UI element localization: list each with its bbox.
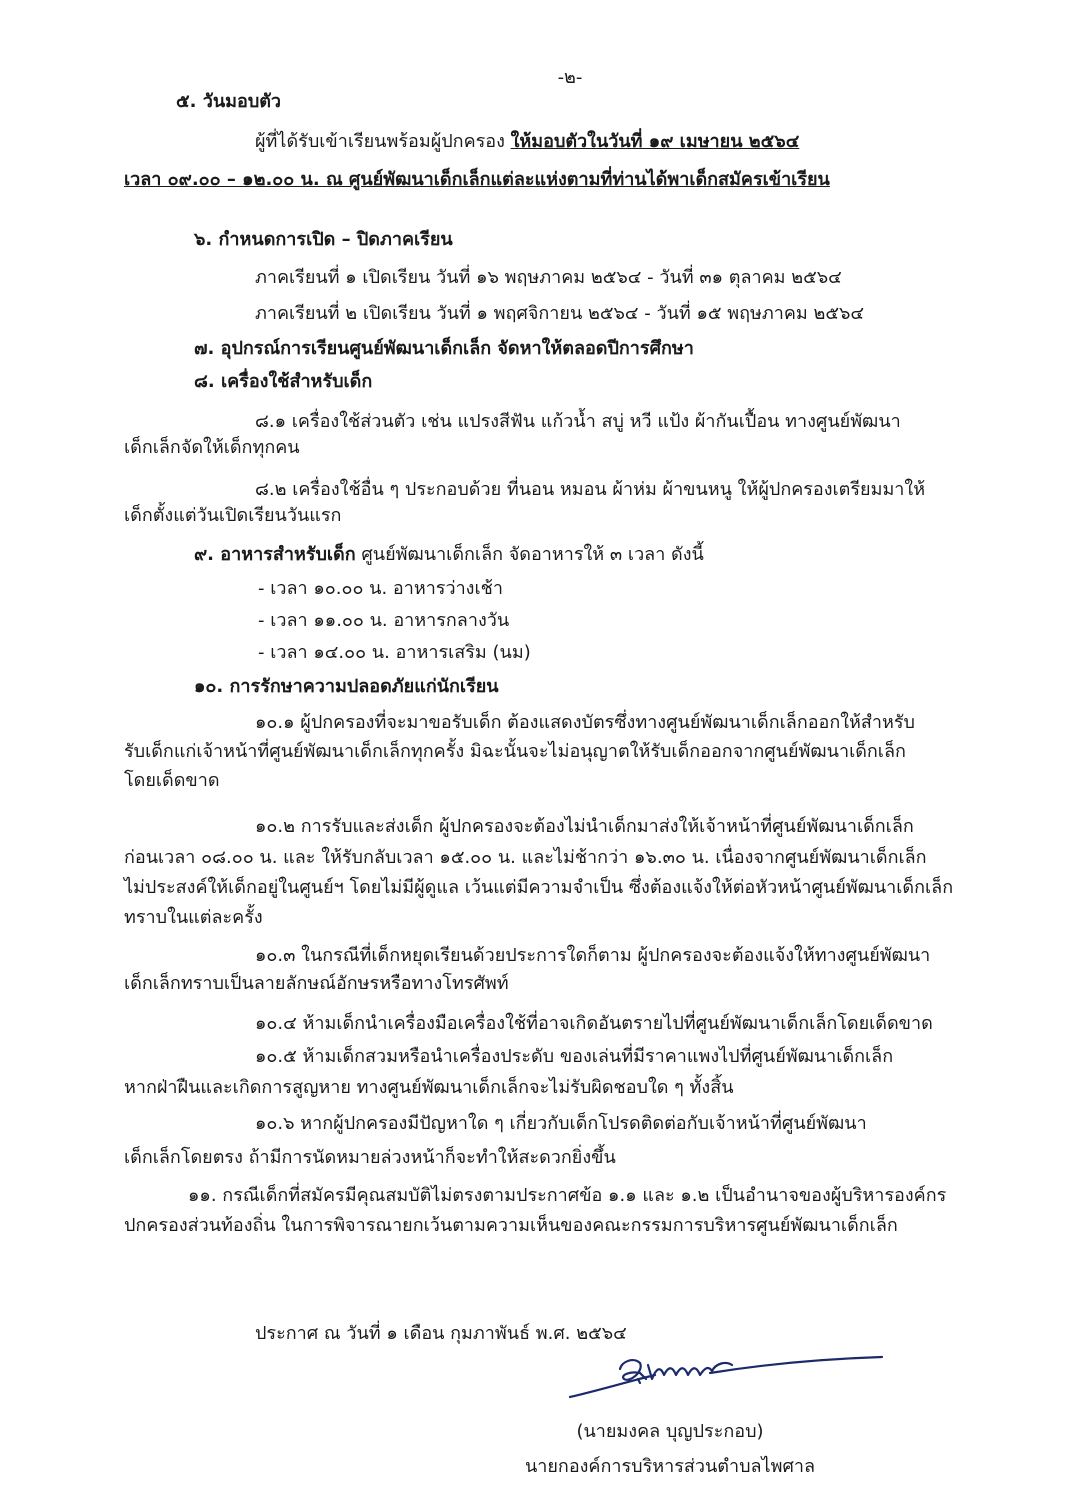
- section-10-2-line: ทราบในแต่ละครั้ง: [124, 907, 263, 928]
- section-10-2-line: ไม่ประสงค์ให้เด็กอยู่ในศูนย์ฯ โดยไม่มีผู้ดูแล เว้นแต่มีความจำเป็น ซึ่งต้องแจ้งให้ต่อหัวหน้าศูนย์พัฒนาเด็กเล็ก: [124, 877, 954, 898]
- section-5-line-1-text: ผู้ที่ได้รับเข้าเรียนพร้อมผู้ปกครอง: [255, 131, 511, 152]
- section-8-1-line-2: เด็กเล็กจัดให้เด็กทุกคน: [124, 437, 300, 458]
- page-number: -๒-: [557, 67, 583, 88]
- section-7-heading: ๗. อุปกรณ์การเรียนศูนย์พัฒนาเด็กเล็ก จัดหาให้ตลอดปีการศึกษา: [194, 338, 694, 359]
- section-10-1-line: โดยเด็ดขาด: [124, 770, 220, 791]
- section-8-heading: ๘. เครื่องใช้สำหรับเด็ก: [194, 371, 373, 392]
- signer-title: นายกองค์การบริหารส่วนตำบลไพศาล: [524, 1456, 816, 1477]
- signature-image: [560, 1335, 890, 1405]
- section-10-1-line: รับเด็กแก่เจ้าหน้าที่ศูนย์พัฒนาเด็กเล็กทุกครั้ง มิฉะนั้นจะไม่อนุญาตให้รับเด็กออกจากศูนย์พัฒนาเด็กเล็ก: [124, 741, 906, 762]
- announcement-date: ประกาศ ณ วันที่ ๑ เดือน กุมภาพันธ์ พ.ศ. ๒๕๖๔: [255, 1323, 627, 1344]
- section-10-5-line: ๑๐.๕ ห้ามเด็กสวมหรือนำเครื่องประดับ ของเล่นที่มีราคาแพงไปที่ศูนย์พัฒนาเด็กเล็ก: [255, 1046, 894, 1067]
- section-6-term-2: ภาคเรียนที่ ๒ เปิดเรียน วันที่ ๑ พฤศจิกายน ๒๕๖๔ - วันที่ ๑๕ พฤษภาคม ๒๕๖๔: [255, 303, 864, 324]
- section-9-heading-rest: ศูนย์พัฒนาเด็กเล็ก จัดอาหารให้ ๓ เวลา ดังนี้: [355, 544, 704, 565]
- section-10-5-line: หากฝ่าฝืนและเกิดการสูญหาย ทางศูนย์พัฒนาเด็กเล็กจะไม่รับผิดชอบใด ๆ ทั้งสิ้น: [124, 1077, 734, 1098]
- section-10-1-line: ๑๐.๑ ผู้ปกครองที่จะมาขอรับเด็ก ต้องแสดงบัตรซึ่งทางศูนย์พัฒนาเด็กเล็กออกให้สำหรับ: [255, 712, 915, 733]
- meal-item: - เวลา ๑๔.๐๐ น. อาหารเสริม (นม): [258, 642, 531, 663]
- section-5-line-2: เวลา ๐๙.๐๐ – ๑๒.๐๐ น. ณ ศูนย์พัฒนาเด็กเล็กแต่ละแห่งตามที่ท่านได้พาเด็กสมัครเข้าเรียน: [124, 169, 830, 190]
- signer-name: (นายมงคล บุญประกอบ): [576, 1421, 764, 1442]
- section-11-line: ๑๑. กรณีเด็กที่สมัครมีคุณสมบัติไม่ตรงตามประกาศข้อ ๑.๑ และ ๑.๒ เป็นอำนาจของผู้บริหารองค์กร: [188, 1185, 947, 1206]
- section-10-6-line: ๑๐.๖ หากผู้ปกครองมีปัญหาใด ๆ เกี่ยวกับเด็กโปรดติดต่อกับเจ้าหน้าที่ศูนย์พัฒนา: [255, 1113, 867, 1134]
- section-8-1-line-1: ๘.๑ เครื่องใช้ส่วนตัว เช่น แปรงสีฟัน แก้วน้ำ สบู่ หวี แป้ง ผ้ากันเปื้อน ทางศูนย์พัฒนา: [255, 411, 901, 432]
- section-5-heading: ๕. วันมอบตัว: [176, 91, 282, 112]
- section-9-heading-bold: ๙. อาหารสำหรับเด็ก: [194, 544, 356, 565]
- section-10-2-line: ก่อนเวลา ๐๘.๐๐ น. และ ให้รับกลับเวลา ๑๕.๐๐ น. และไม่ช้ากว่า ๑๖.๓๐ น. เนื่องจากศูนย์พัฒนาเด็กเล็ก: [124, 847, 927, 868]
- section-8-2-line-2: เด็กตั้งแต่วันเปิดเรียนวันแรก: [124, 505, 342, 526]
- section-10-heading: ๑๐. การรักษาความปลอดภัยแก่นักเรียน: [194, 676, 499, 697]
- section-9-heading: [194, 543, 704, 566]
- section-10-4-line: ๑๐.๔ ห้ามเด็กนำเครื่องมือเครื่องใช้ที่อาจเกิดอันตรายไปที่ศูนย์พัฒนาเด็กเล็กโดยเด็ดขาด: [255, 1013, 933, 1034]
- section-5-date-emphasis: ให้มอบตัวในวันที่ ๑๙ เมษายน ๒๕๖๔: [510, 131, 800, 152]
- section-10-3-line: ๑๐.๓ ในกรณีที่เด็กหยุดเรียนด้วยประการใดก็ตาม ผู้ปกครองจะต้องแจ้งให้ทางศูนย์พัฒนา: [255, 945, 931, 966]
- section-6-heading: ๖. กำหนดการเปิด – ปิดภาคเรียน: [194, 229, 453, 250]
- section-10-6-line: เด็กเล็กโดยตรง ถ้ามีการนัดหมายล่วงหน้าก็จะทำให้สะดวกยิ่งขึ้น: [124, 1147, 616, 1168]
- section-10-3-line: เด็กเล็กทราบเป็นลายลักษณ์อักษรหรือทางโทรศัพท์: [124, 973, 509, 994]
- section-11-line: ปกครองส่วนท้องถิ่น ในการพิจารณายกเว้นตามความเห็นของคณะกรรมการบริหารศูนย์พัฒนาเด็กเล็ก: [124, 1215, 898, 1236]
- section-5-line-1: [255, 130, 799, 153]
- section-10-2-line: ๑๐.๒ การรับและส่งเด็ก ผู้ปกครองจะต้องไม่นำเด็กมาส่งให้เจ้าหน้าที่ศูนย์พัฒนาเด็กเล็ก: [255, 816, 914, 837]
- meal-item: - เวลา ๑๑.๐๐ น. อาหารกลางวัน: [258, 610, 510, 631]
- section-8-2-line-1: ๘.๒ เครื่องใช้อื่น ๆ ประกอบด้วย ที่นอน หมอน ผ้าห่ม ผ้าขนหนู ให้ผู้ปกครองเตรียมมาให้: [255, 479, 926, 500]
- meal-item: - เวลา ๑๐.๐๐ น. อาหารว่างเช้า: [258, 578, 503, 599]
- section-6-term-1: ภาคเรียนที่ ๑ เปิดเรียน วันที่ ๑๖ พฤษภาคม ๒๕๖๔ - วันที่ ๓๑ ตุลาคม ๒๕๖๔: [255, 267, 842, 288]
